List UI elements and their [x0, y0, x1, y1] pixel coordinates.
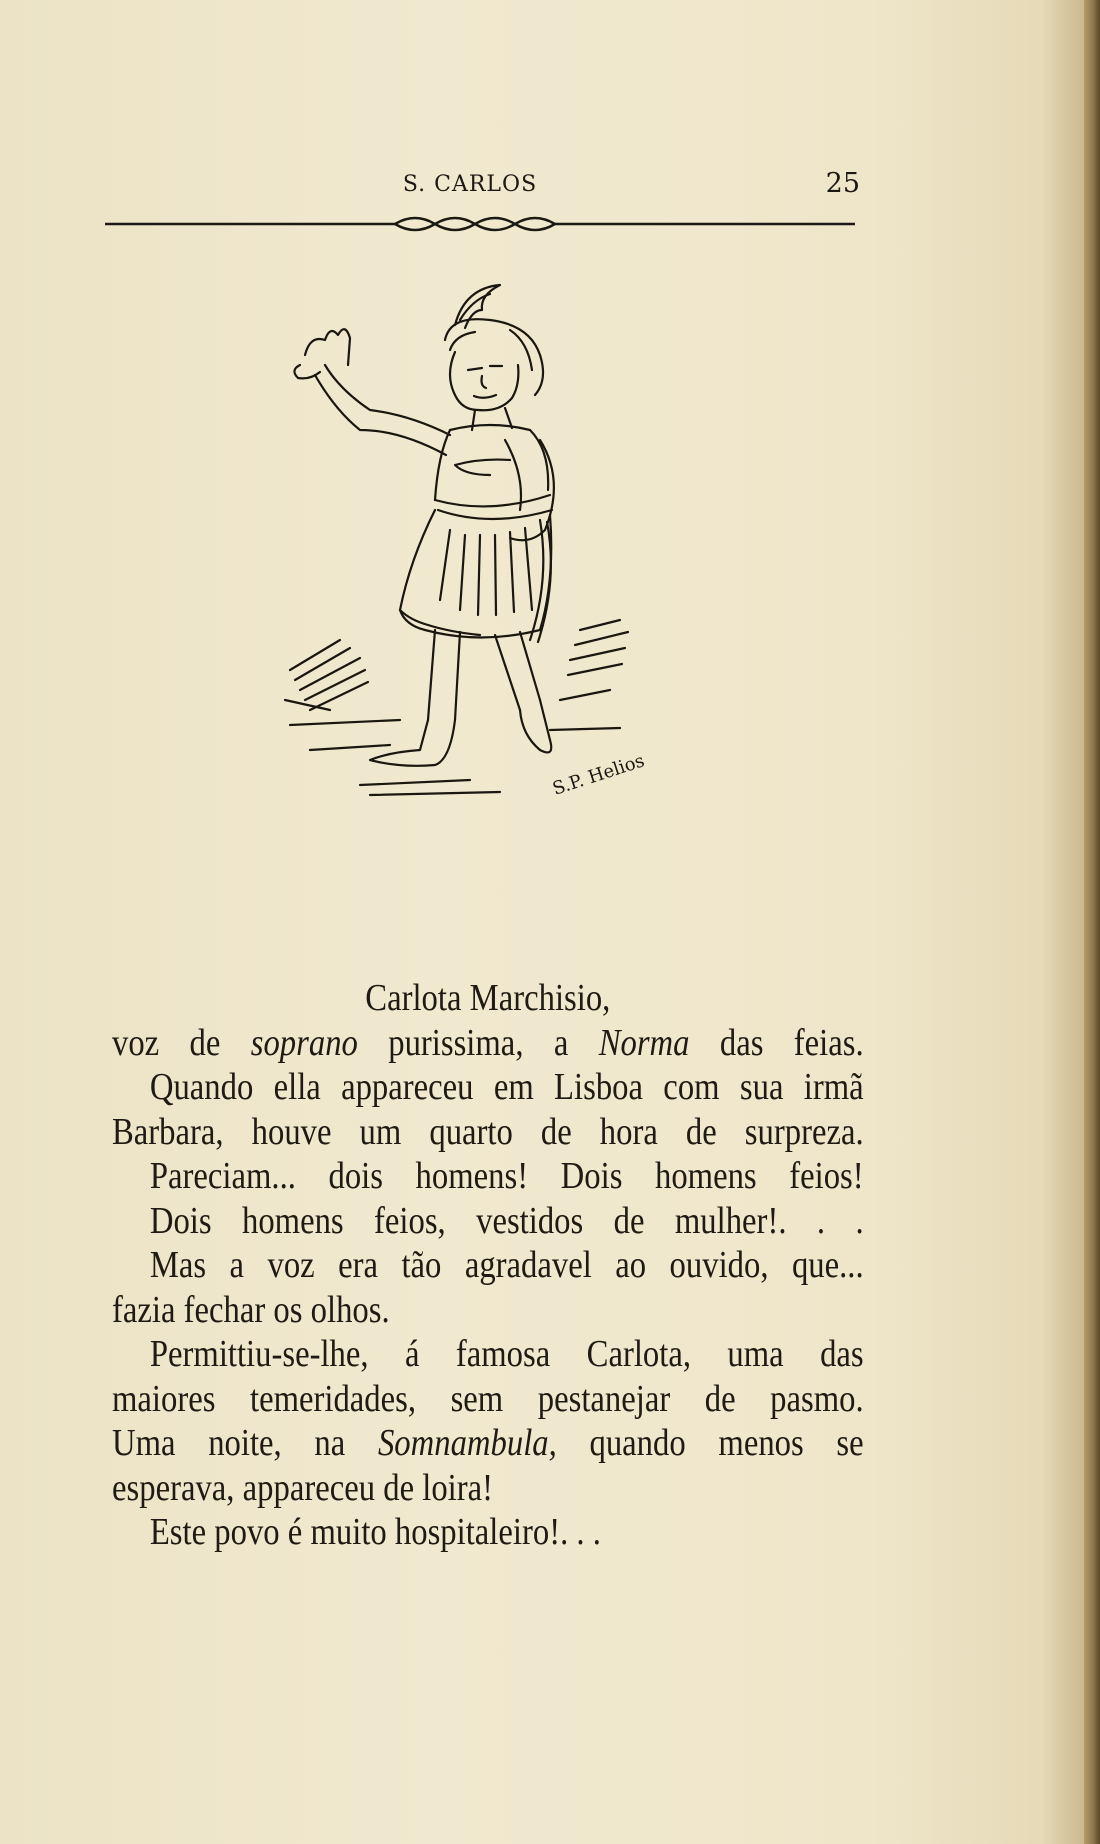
text-line-4: Barbara, houve um quarto de hora de surpreza.	[112, 1110, 864, 1153]
artist-signature: S.P. Helios	[550, 750, 648, 800]
text-line-3: Quando ella appareceu em Lisboa com sua irmã	[149, 1066, 864, 1108]
body-text	[112, 976, 864, 1555]
page-number: 25	[825, 168, 860, 199]
text-line-5: Pareciam... dois homens! Dois homens feios!	[149, 1155, 864, 1197]
text-line-8: fazia fechar os olhos.	[112, 1288, 390, 1331]
caricature-illustration	[250, 280, 710, 940]
page-edge	[1084, 0, 1100, 1844]
text-line-6: Dois homens feios, vestidos de mulher!. . .	[149, 1199, 864, 1242]
text-line-7: Mas a voz era tão agradavel ao ouvido, que...	[149, 1244, 864, 1286]
text-line-9: Permittiu-se-lhe, á famosa Carlota, uma das	[149, 1333, 864, 1375]
text-line-2: voz de soprano purissima, a Norma das feias.	[112, 1021, 864, 1064]
text-line-10: maiores temeridades, sem pestanejar de pasmo.	[112, 1377, 864, 1420]
ornamental-rule	[105, 210, 855, 240]
text-line-13: Este povo é muito hospitaleiro!. . .	[149, 1511, 601, 1553]
title-line: Carlota Marchisio,	[365, 977, 611, 1019]
text-line-11: Uma noite, na Somnambula, quando menos se	[112, 1422, 864, 1464]
running-title: S. CARLOS	[402, 172, 538, 197]
text-line-12: esperava, appareceu de loira!	[112, 1466, 494, 1509]
